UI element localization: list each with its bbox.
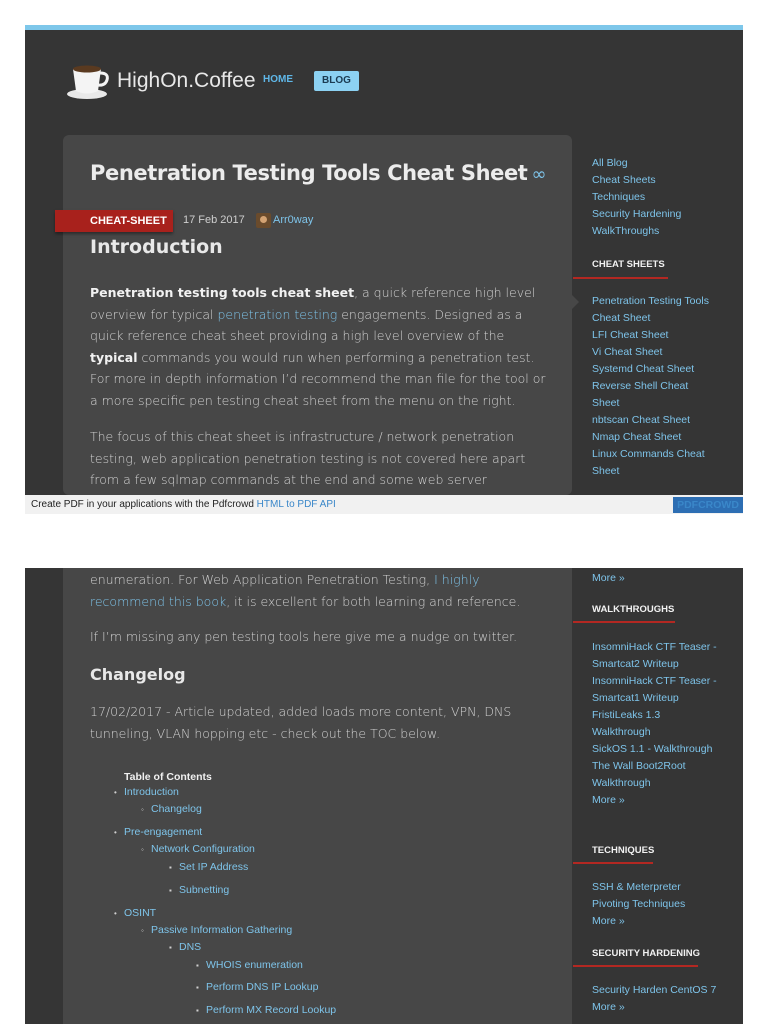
sidebar-item-smartcat2[interactable]: InsomniHack CTF Teaser - Smartcat2 Writeup xyxy=(592,641,717,670)
sidebar-item-systemd[interactable]: Systemd Cheat Sheet xyxy=(592,363,695,375)
security-hardening-divider xyxy=(573,965,698,967)
nav-blog[interactable]: BLOG xyxy=(314,71,359,91)
toc-item-dns[interactable] xyxy=(169,941,201,953)
permalink-icon[interactable]: ∞ xyxy=(531,164,547,185)
intro-bold-1: Penetration testing tools cheat sheet xyxy=(90,285,355,300)
sidebar-item-lfi[interactable]: LFI Cheat Sheet xyxy=(592,329,669,341)
bullet-icon: • xyxy=(114,788,117,797)
toc-label[interactable]: Perform MX Record Lookup xyxy=(206,1004,337,1016)
bullet-icon: ▪ xyxy=(169,863,172,872)
intro-text-4: enumeration. For Web Application Penetration Testing, xyxy=(90,572,435,587)
toc-label[interactable]: Pre-engagement xyxy=(124,826,203,838)
intro-paragraph-1 xyxy=(90,282,550,411)
cheat-sheets-divider xyxy=(573,277,668,279)
sidebar-link-techniques[interactable]: Techniques xyxy=(592,191,646,203)
sidebar-item-nbtscan[interactable]: nbtscan Cheat Sheet xyxy=(592,414,691,426)
intro-text-1: , a quick reference high level overview for typical xyxy=(90,285,536,322)
walkthroughs-divider xyxy=(573,621,675,623)
toc-label[interactable]: Introduction xyxy=(124,786,179,798)
bullet-icon: ◦ xyxy=(141,926,144,935)
bullet-icon: ◦ xyxy=(141,845,144,854)
toc-item-network-configuration[interactable] xyxy=(141,843,255,855)
post-title xyxy=(90,161,546,185)
toc-label[interactable]: Passive Information Gathering xyxy=(151,924,293,936)
pdfcrowd-text: Create PDF in your applications with the Pdfcrowd xyxy=(31,499,257,510)
sidebar-link-walkthroughs[interactable]: WalkThroughs xyxy=(592,225,660,237)
toc-item-dns-ip-lookup[interactable] xyxy=(196,981,318,993)
sidebar-more-cheat-sheets[interactable]: More » xyxy=(592,572,625,584)
hardening-links xyxy=(592,982,717,1016)
site-brand[interactable] xyxy=(65,61,256,101)
bullet-icon: • xyxy=(114,828,117,837)
book-link[interactable]: I highly recommend this book xyxy=(90,572,480,609)
intro-text-2: engagements. Designed as a quick reference cheat sheet providing a high level overview of the xyxy=(90,306,523,343)
techniques-heading: TECHNIQUES xyxy=(592,845,655,856)
toc-label[interactable]: WHOIS enumeration xyxy=(206,959,303,971)
sidebar-item-nmap[interactable]: Nmap Cheat Sheet xyxy=(592,431,682,443)
toc-label[interactable]: Set IP Address xyxy=(179,861,249,873)
intro-paragraph-2: The focus of this cheat sheet is infrastructure / network penetration testing, web application penetration testing is not covered here apart from a few sqlmap commands at the end and some web server xyxy=(90,429,526,487)
pentest-link[interactable]: penetration testing xyxy=(217,306,338,322)
pdfcrowd-link[interactable]: HTML to PDF API xyxy=(256,499,336,510)
active-pointer xyxy=(572,295,579,309)
sidebar-item-harden-centos[interactable]: Security Harden CentOS 7 xyxy=(592,984,717,996)
toc-item-mx-lookup[interactable] xyxy=(196,1004,336,1016)
bullet-icon: ▪ xyxy=(196,983,199,992)
toc-label[interactable]: Subnetting xyxy=(179,884,230,896)
bullet-icon: ▪ xyxy=(196,961,199,970)
toc-item-passive-info[interactable] xyxy=(141,924,292,936)
sidebar-link-all-blog[interactable]: All Blog xyxy=(592,157,628,169)
cheat-more-link xyxy=(592,570,625,587)
sidebar-top-links xyxy=(592,155,727,240)
nav-home[interactable]: HOME xyxy=(263,74,293,85)
pdfcrowd-bar xyxy=(25,495,743,514)
cheat-sheets-heading: CHEAT SHEETS xyxy=(592,259,665,270)
sidebar-more-walkthroughs[interactable]: More » xyxy=(592,794,625,806)
intro-text-5: , it is excellent for both learning and reference. xyxy=(226,593,521,609)
introduction-heading: Introduction xyxy=(90,236,223,258)
toc-title: Table of Contents xyxy=(124,771,212,783)
toc-label[interactable]: Network Configuration xyxy=(151,843,255,855)
sidebar-item-vi[interactable]: Vi Cheat Sheet xyxy=(592,346,663,358)
toc-label[interactable]: Changelog xyxy=(151,803,202,815)
security-hardening-heading: SECURITY HARDENING xyxy=(592,948,701,959)
post-date: 17 Feb 2017 xyxy=(183,214,245,226)
sidebar-item-sickos[interactable]: SickOS 1.1 - Walkthrough xyxy=(592,743,713,755)
walkthrough-links xyxy=(592,639,717,809)
sidebar-item-linux-commands[interactable]: Linux Commands Cheat Sheet xyxy=(592,448,705,477)
author-avatar xyxy=(256,213,271,228)
post-author[interactable]: Arr0way xyxy=(273,214,314,226)
sidebar-link-security-hardening[interactable]: Security Hardening xyxy=(592,208,682,220)
toc-item-set-ip[interactable] xyxy=(169,861,248,873)
toc-label[interactable]: OSINT xyxy=(124,907,157,919)
sidebar-item-the-wall[interactable]: The Wall Boot2Root Walkthrough xyxy=(592,760,686,789)
bullet-icon: ▪ xyxy=(169,886,172,895)
intro-text-3: commands you would run when performing a penetration test. For more in depth information I’d recommend the man file for the tool or a more specific pen testing cheat sheet from the menu on the right. xyxy=(90,349,546,408)
sidebar-item-ssh-pivoting[interactable]: SSH & Meterpreter Pivoting Techniques xyxy=(592,881,686,910)
bullet-icon: • xyxy=(114,909,117,918)
changelog-text: 17/02/2017 - Article updated, added loads more content, VPN, DNS tunneling, VLAN hopping etc - check out the TOC below. xyxy=(90,704,512,741)
category-ribbon[interactable]: CHEAT-SHEET xyxy=(55,210,173,232)
pdfcrowd-button[interactable]: PDFCROWD xyxy=(673,497,743,513)
walkthroughs-heading: WALKTHROUGHS xyxy=(592,604,675,615)
techniques-divider xyxy=(573,862,653,864)
sidebar-item-pentest-tools[interactable]: Penetration Testing Tools Cheat Sheet xyxy=(592,295,709,324)
sidebar-link-cheat-sheets[interactable]: Cheat Sheets xyxy=(592,174,656,186)
bullet-icon: ▪ xyxy=(169,943,172,952)
intro-bold-2: typical xyxy=(90,349,138,365)
brand-name[interactable]: HighOn.Coffee xyxy=(117,69,256,92)
intro-paragraph-3 xyxy=(90,569,530,612)
sidebar-item-reverse-shell[interactable]: Reverse Shell Cheat Sheet xyxy=(592,380,689,409)
toc-item-osint[interactable] xyxy=(114,907,156,919)
top-accent-bar xyxy=(25,25,743,30)
sidebar-item-smartcat1[interactable]: InsomniHack CTF Teaser - Smartcat1 Writeup xyxy=(592,675,717,704)
intro-paragraph-4: If I’m missing any pen testing tools here give me a nudge on twitter. xyxy=(90,629,518,644)
coffee-cup-icon xyxy=(65,61,113,101)
toc-item-subnetting[interactable] xyxy=(169,884,229,896)
sidebar-more-hardening[interactable]: More » xyxy=(592,1001,625,1013)
bullet-icon: ◦ xyxy=(141,805,144,814)
toc-label[interactable]: DNS xyxy=(179,941,202,953)
toc-label[interactable]: Perform DNS IP Lookup xyxy=(206,981,319,993)
cheat-sheet-links xyxy=(592,293,717,480)
toc-item-pre-engagement[interactable] xyxy=(114,826,202,838)
sidebar-item-fristileaks[interactable]: FristiLeaks 1.3 Walkthrough xyxy=(592,709,661,738)
sidebar-more-techniques[interactable]: More » xyxy=(592,915,625,927)
bullet-icon: ▪ xyxy=(196,1006,199,1015)
post-title-text: Penetration Testing Tools Cheat Sheet xyxy=(90,161,528,185)
changelog-heading: Changelog xyxy=(90,665,186,684)
toc-item-changelog[interactable] xyxy=(141,803,202,815)
toc-item-introduction[interactable] xyxy=(114,786,179,798)
technique-links xyxy=(592,879,717,930)
toc-item-whois[interactable] xyxy=(196,959,303,971)
